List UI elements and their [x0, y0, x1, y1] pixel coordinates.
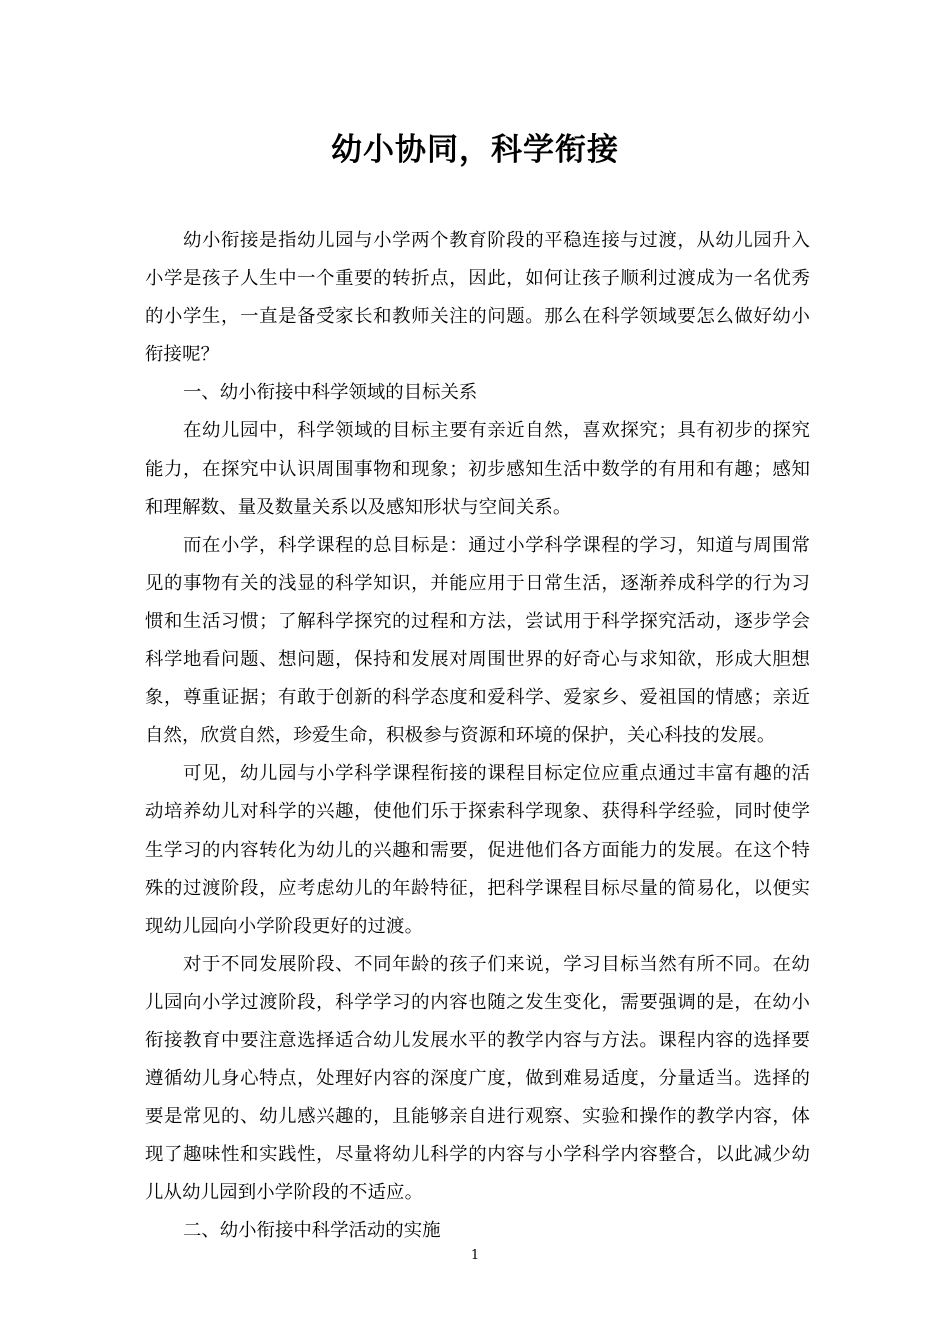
- kindergarten-goals-paragraph: 在幼儿园中，科学领域的目标主要有亲近自然，喜欢探究；具有初步的探究能力，在探究中认识周围事物和现象；初步感知生活中数学的有用和有趣；感知和理解数、量及数量关系以及感知形状与空间关系。: [145, 420, 810, 518]
- document-body: [145, 222, 810, 1251]
- section-heading-1: 一、幼小衔接中科学领域的目标关系: [183, 382, 478, 404]
- section-heading-2: 二、幼小衔接中科学活动的实施: [183, 1220, 441, 1242]
- curriculum-goal-paragraph: 可见，幼儿园与小学科学课程衔接的课程目标定位应重点通过丰富有趣的活动培养幼儿对科学的兴趣，使他们乐于探索科学现象、获得科学经验，同时使学生学习的内容转化为幼儿的兴趣和需要，促进他们各方面能力的发展。在这个特殊的过渡阶段，应考虑幼儿的年龄特征，把科学课程目标尽量的简易化，以便实现幼儿园向小学阶段更好的过渡。: [145, 763, 810, 937]
- document-title: 幼小协同，科学衔接: [331, 132, 619, 168]
- learning-content-paragraph: 对于不同发展阶段、不同年龄的孩子们来说，学习目标当然有所不同。在幼儿园向小学过渡阶段，科学学习的内容也随之发生变化，需要强调的是，在幼小衔接教育中要注意选择适合幼儿发展水平的教学内容与方法。课程内容的选择要遵循幼儿身心特点，处理好内容的深度广度，做到难易适度，分量适当。选择的要是常见的、幼儿感兴趣的，且能够亲自进行观察、实验和操作的教学内容，体现了趣味性和实践性，尽量将幼儿科学的内容与小学科学内容整合，以此减少幼儿从幼儿园到小学阶段的不适应。: [145, 953, 810, 1204]
- primary-school-goals-paragraph: 而在小学，科学课程的总目标是：通过小学科学课程的学习，知道与周围常见的事物有关的浅显的科学知识，并能应用于日常生活，逐渐养成科学的行为习惯和生活习惯；了解科学探究的过程和方法，尝试用于科学探究活动，逐步学会科学地看问题、想问题，保持和发展对周围世界的好奇心与求知欲，形成大胆想象，尊重证据；有敢于创新的科学态度和爱科学、爱家乡、爱祖国的情感；亲近自然，欣赏自然，珍爱生命，积极参与资源和环境的保护，关心科技的发展。: [145, 534, 810, 747]
- intro-paragraph: 幼小衔接是指幼儿园与小学两个教育阶段的平稳连接与过渡，从幼儿园升入小学是孩子人生中一个重要的转折点，因此，如何让孩子顺利过渡成为一名优秀的小学生，一直是备受家长和教师关注的问题。那么在科学领域要怎么做好幼小衔接呢？: [145, 230, 810, 366]
- page-number: 1: [470, 1248, 480, 1263]
